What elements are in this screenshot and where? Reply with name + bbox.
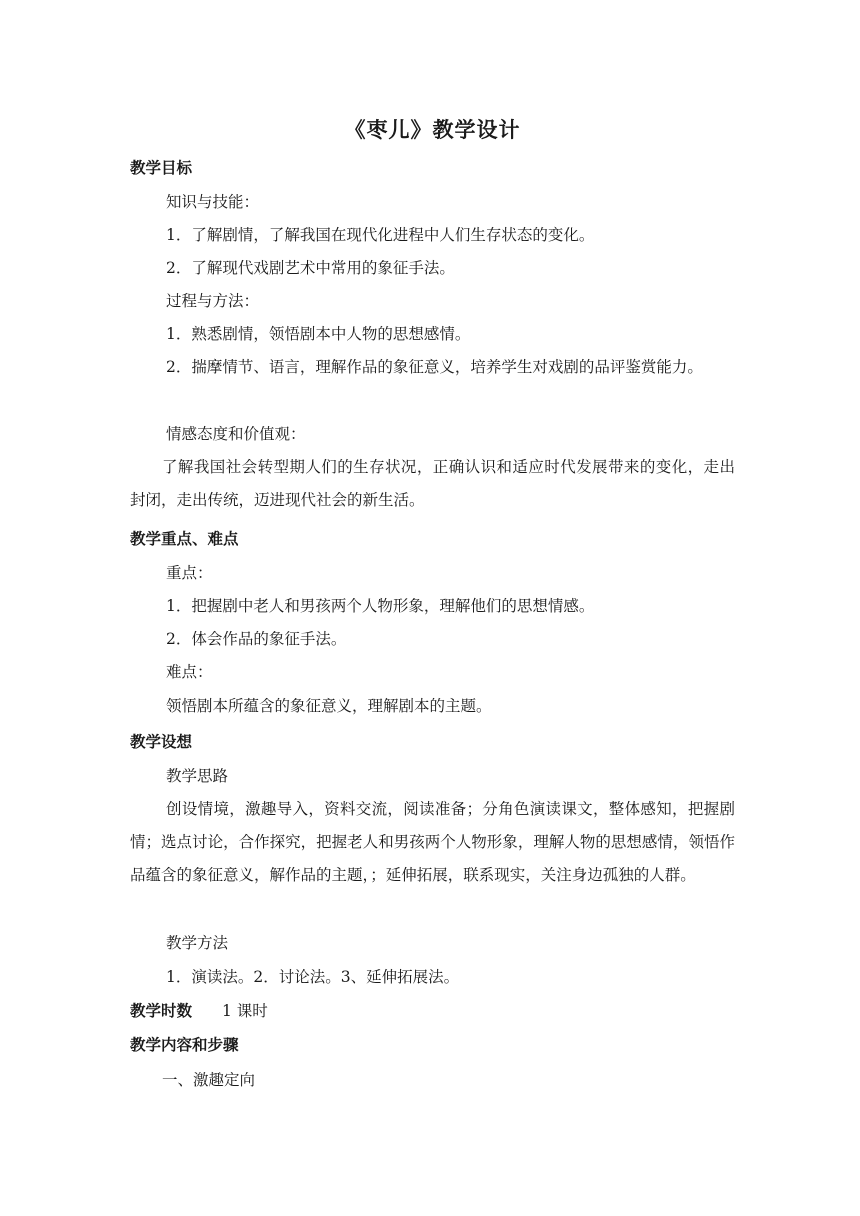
document-title: 《枣儿》教学设计 bbox=[344, 117, 521, 142]
approach-text: 创设情境，激趣导入，资料交流，阅读准备；分角色演读课文，整体感知，把握剧情；选点讨论，合作探究，把握老人和男孩两个人物形象，理解人物的思想感情，领悟作品蕴含的象征意义，解作品的主题，；延伸拓展，联系现实，关注身边孤独的人群。 bbox=[130, 800, 735, 884]
section-heading-objectives: 教学目标 bbox=[130, 159, 193, 177]
approach-label: 教学思路 bbox=[166, 767, 229, 785]
step-1: 一、激趣定向 bbox=[162, 1071, 256, 1089]
difficulty-label: 难点： bbox=[166, 663, 213, 681]
emotion-text: 了解我国社会转型期人们的生存状况，正确认识和适应时代发展带来的变化，走出封闭，走出传统，迈进现代社会的新生活。 bbox=[130, 458, 735, 509]
process-item-2 bbox=[130, 351, 735, 384]
knowledge-item-1: 1．了解剧情，了解我国在现代化进程中人们生存状态的变化。 bbox=[166, 226, 595, 244]
section-heading-concept: 教学设想 bbox=[130, 733, 193, 751]
key-item-2: 2．体会作品的象征手法。 bbox=[166, 630, 347, 648]
process-item-2-text: 2．揣摩情节、语言，理解作品的象征意义，培养学生对戏剧的品评鉴赏能力。 bbox=[166, 358, 703, 376]
key-label: 重点： bbox=[166, 564, 213, 582]
method-text: 1．演读法。2．讨论法。3、延伸拓展法。 bbox=[166, 968, 460, 986]
hours-row bbox=[130, 1000, 268, 1022]
section-heading-hours: 教学时数 bbox=[130, 1002, 193, 1020]
hours-value: 1 课时 bbox=[222, 1002, 268, 1020]
process-label: 过程与方法： bbox=[166, 292, 260, 310]
emotion-label: 情感态度和价值观： bbox=[166, 425, 306, 443]
emotion-paragraph bbox=[130, 451, 735, 517]
method-label: 教学方法 bbox=[166, 934, 229, 952]
approach-paragraph bbox=[130, 793, 735, 892]
section-heading-steps: 教学内容和步骤 bbox=[130, 1036, 239, 1054]
knowledge-label: 知识与技能： bbox=[166, 193, 260, 211]
difficulty-text: 领悟剧本所蕴含的象征意义，理解剧本的主题。 bbox=[166, 697, 492, 715]
key-item-1: 1．把握剧中老人和男孩两个人物形象，理解他们的思想情感。 bbox=[166, 597, 595, 615]
process-item-1: 1．熟悉剧情，领悟剧本中人物的思想感情。 bbox=[166, 325, 471, 343]
section-heading-key-points: 教学重点、难点 bbox=[130, 530, 239, 548]
knowledge-item-2: 2．了解现代戏剧艺术中常用的象征手法。 bbox=[166, 259, 455, 277]
